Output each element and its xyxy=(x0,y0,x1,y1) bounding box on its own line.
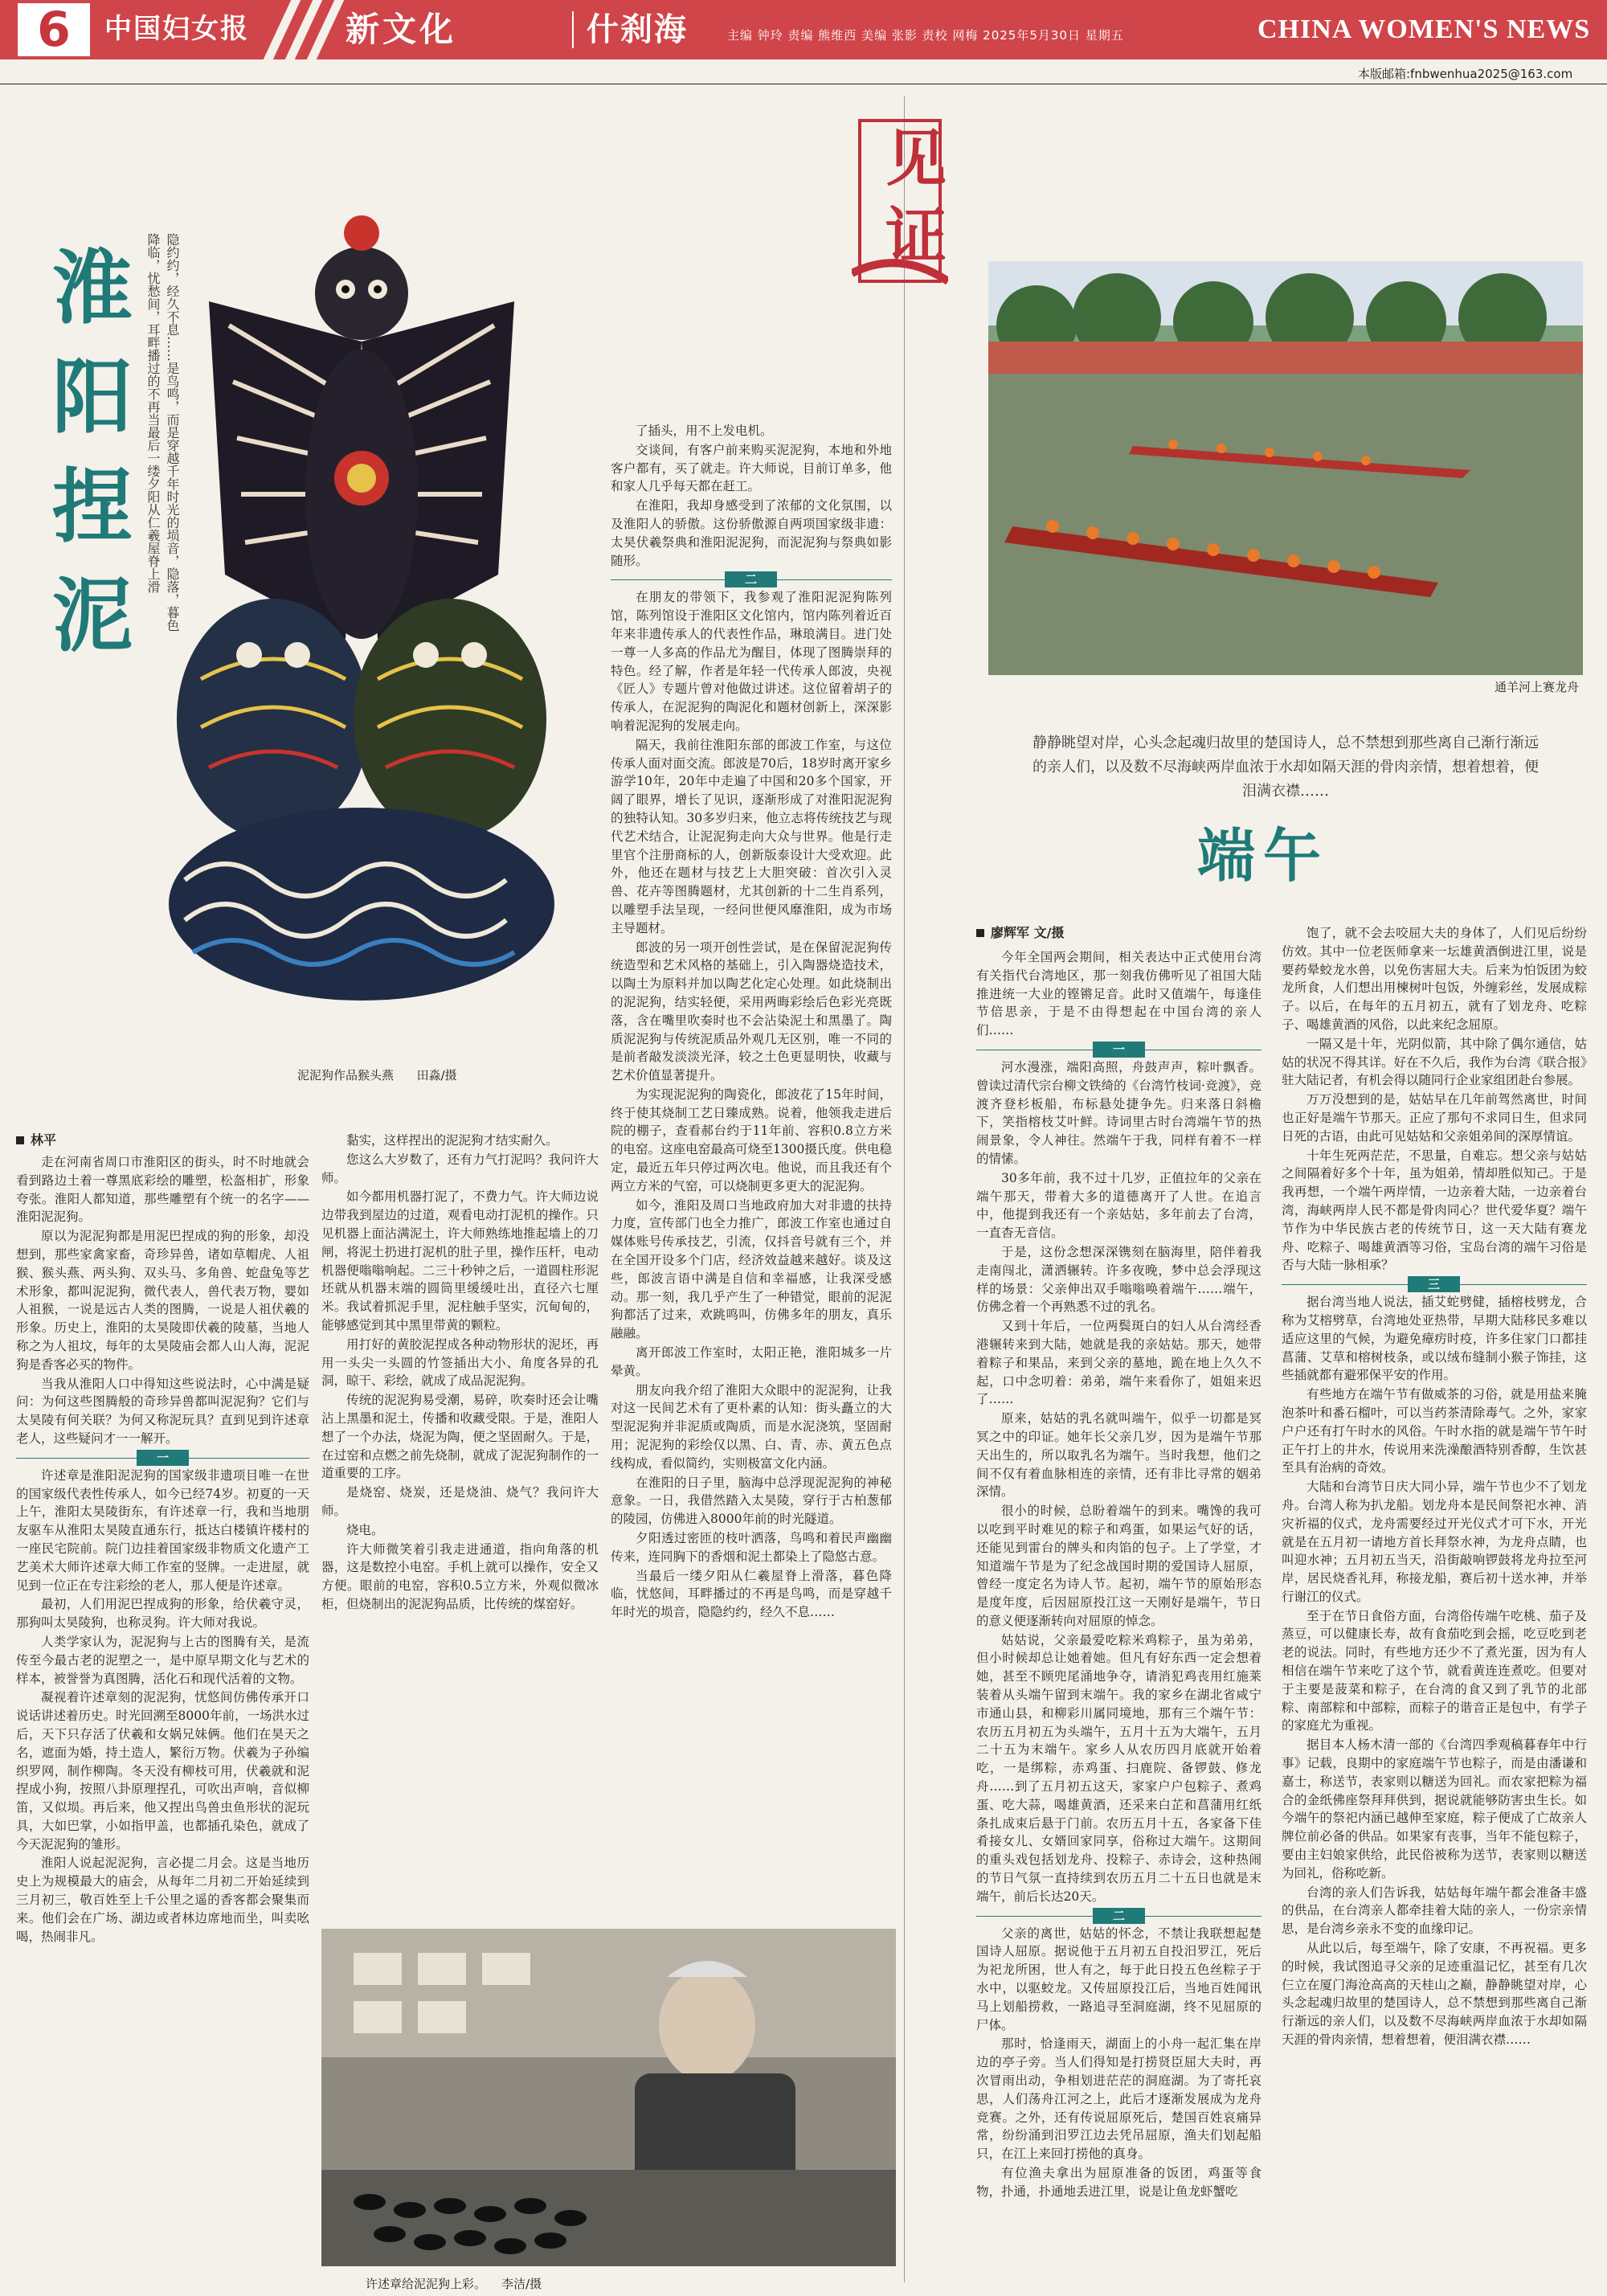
photo2-caption: 许述章给泥泥狗上彩。 李洁/摄 xyxy=(366,2277,542,2291)
section-marker-2: 二 xyxy=(611,571,892,588)
clay-dog-illustration xyxy=(153,157,570,1049)
section-name: 新文化 xyxy=(346,10,457,49)
left-article-poem: 隐约约，经久不息……是鸟鸣，而是穿越千年时光的埙音，隐落，暮色降临，忧愁间，耳畔播过的不再当最后一缕夕阳从仁羲屋脊上滑 xyxy=(145,233,180,632)
left-col-1: 走在河南省周口市淮阳区的街头，时不时地就会看到路边土着一尊黑底彩绘的雕塑，松盔相扩，形象夸张。淮阳人都知道，那些雕塑有个统一的名字——淮阳泥泥狗。 原以为泥泥狗都是用泥巴捏成的狗的形象，却没想到，那些家禽家畜，奇珍异兽，诸如草帽虎、人祖猴、猴头燕、两头狗、双头马、多角兽、蛇盘兔等艺术形象，都叫泥泥狗，微代表人，兽代表万物，婴如人祖猴，一说是远古人类的图腾，一说是人祖伏羲的形象。历史上，淮阳的太昊陵即伏羲的陵墓，当地人称之为人祖坟，每年的太昊陵庙会都人山人海，泥泥狗是香客必买的物件。 当我从淮阳人口中得知这些说法时，心中满是疑问：为何这些图腾般的奇珍异兽都叫泥泥狗？它们与太昊陵有何关联？为何又称泥玩具？直到见到许述章老人，这些疑问才一一解开。 一 许述章是淮阳泥泥狗的国家级非遗项目唯一在世的国家级代表性传承人，如今已经74岁。初夏的一天上午，淮阳太昊陵街东，有许述章一行，我和当地朋友驱车从淮阳太昊陵直通东行，抵达白楼镇许楼村的一座民宅院前。院门边挂着国家级非物质文化遗产工艺美术大师许述章大师工作室的竖牌。一走进屋，就见到一位正在专注彩绘的老人，那人便是许述章。 最初，人们用泥巴捏成狗的形象，给伏羲守灵，那狗叫太昊陵狗，也称灵狗。许大师对我说。 人类学家认为，泥泥狗与上古的图腾有关，是流传至今最古老的泥塑之一，是中原早期文化与艺术的样本，被誉誉为真图腾，活化石和现代活着的文物。 凝视着许述章刻的泥泥狗，忧悠间仿佛传承开口说话讲述着历史。时光回溯至8000年前，一场洪水过后，天下只存活了伏羲和女娲兄妹俩。他们在昊天之名，遮面为婚，持土造人，繁衍万物。伏羲为子孙编织罗网，制作柳陶。冬天没有柳枝可用，伏羲就和泥捏成小狗，按照八卦原理捏孔，可吹出声响，音似柳笛，又似埙。再后来，他又捏出鸟兽虫鱼形状的泥玩具，大如巴掌，小如指甲盖，也都插孔染色，就成了今天泥泥狗的雏形。 淮阳人说起泥泥狗，言必提二月会。这是当地历史上为规模最大的庙会，从每年二月初二开始延续到三月初三，敬百姓至上千公里之遥的香客都会聚集而来。他们会在广场、湖边或者林边席地而坐，叫卖吆喝，热闹非凡。 xyxy=(16,1155,309,1944)
page-number: 6 xyxy=(18,3,90,56)
right-col-2: 饱了，就不会去咬屈大夫的身体了，人们见后纷纷仿效。其中一位老医师拿来一坛雄黄酒倒进江里，说是要药晕蛟龙水兽，以免伤害屈大夫。后来为怕饭团为蛟龙所食，人们想出用楝树叶包饭，外缠彩丝，发展成粽子。以后，在每年的五月初五，就有了划龙舟、吃粽子、喝雄黄酒的风俗，以此来纪念屈原。 一隔又是十年，光阴似箭，其中除了偶尔通信，姑姑的状况不得其详。好在不久后，我作为台湾《联合报》驻大陆记者，有机会得以随同行企业家组团赴台参展。 万万没想到的是，姑姑早在几年前驾然离世，时间也正好是端午节那天。正应了那句不求同日生，但求同日死的古语，由此可见姑姑和父亲姐弟间的深厚情谊。 十年生死两茫茫，不思量，自难忘。想父亲与姑姑之间隔着好多个十年，虽为姐弟，情却胜似知己。于是我再想，一个端午两岸情，一边亲着大陆，一边亲着台湾，海峡两岸人民不都是骨肉同心？世代爱华夏？端午节作为中华民族古老的传统节日，这一天大陆有赛龙舟、吃粽子、喝雄黄酒等习俗，宝岛台湾的端午习俗是否与大陆一脉相承？ 三 据台湾当地人说法，插艾蛇劈健，插榕枝劈龙，合称为艾榕劈草，台湾地处亚热带，早期大陆移民多难以适应这里的气候，为避免瘴疠时疫，许多住家门口都挂菖蒲、艾草和榕树枝条，或以绒布缝制小猴子饰挂，这些插就都有避邪保平安的作用。 有些地方在端午节有做威茶的习俗，就是用盐来腌泡茶叶和番石榴叶，可以当药茶清除毒气。之外，家家户户还有打午时水的风俗。午时水指的就是端午节午时正午打上的井水，传说用来洗澡酿酒特别香醇，生饮甚至具有治病的奇效。 大陆和台湾节日庆大同小异，端午节也少不了划龙舟。台湾人称为扒龙船。划龙舟本是民间祭祀水神、消灾祈福的仪式，龙舟需要经过开光仪式才可下水，开光就是在五月初一请地方首长拜祭水神，为龙舟点睛，也叫迎水神；五月初五当天，沿街敲响锣鼓将龙舟拉至河岸，居民烧香礼拜，称接龙船，赛后初十送水神，并举行谢江的仪式。 至于在节日食俗方面，台湾俗传端午吃桃、茄子及蒸豆，可以健康长寿，故有食茄吃到会摇，吃豆吃到老老的说法。同时，有些地方还少不了煮光蛋，因为有人相信在端午节来吃了这个节，就看黄连连煮吃。但要对于主要是菠菜和粽子，在台湾的食又到了乳节的北部粽、南部粽和中部粽，而粽子的谐音正是包中，有学子的家庭尤为重视。 据目本人杨木清一部的《台湾四季观稿暮春年中行事》记载，良期中的家庭端午节也粽子，而是由潘谦和嘉士，称送节，表家则以糖送为回礼。而农家把粽为福合的金纸佛座祭拜拜供到，据说就能够防害虫生长。如今端午的祭祀内涵已越伸至家庭，粽子便成了亡故亲人牌位前必备的供品。如果家有丧事，当年不能包粽子，要由主妇娘家供给，此民俗被称为送节，表家则以糖送为回礼，俗称吃新。 台湾的亲人们告诉我，姑姑每年端午都会准备丰盛的供品，在台湾亲人都牵挂着大陆的亲人，一份宗亲情思，是台湾乡亲永不变的血缘印记。 从此以后，每至端午，除了安康，不再祝福。更多的时候，我试图追寻父亲的足迹重温记忆，甚至有几次仨立在厦门海沧高高的天桂山之巅，静静眺望对岸，心头念起魂归故里的楚国诗人，总不禁想到那些离自己渐行渐远的亲人们，以及数不尽海峡两岸血浓于水却如隔天涯的骨肉亲情，想着想着，便泪满衣襟…… xyxy=(1282,926,1587,2048)
photo-artist-painting xyxy=(321,1929,896,2266)
photo-clay-dog xyxy=(153,157,570,1049)
right-quote: 静静眺望对岸，心头念起魂归故里的楚国诗人，总不禁想到那些离自己渐行渐远的亲人们，以及数不尽海峡两岸血浓于水却如隔天涯的骨肉亲情，想着想着，便泪满衣襟…… xyxy=(1032,735,1539,800)
right-article-title: 端午 xyxy=(1197,821,1330,890)
masthead-divider xyxy=(572,11,574,48)
section-marker-r3: 三 xyxy=(1282,1275,1587,1293)
paper-name: 中国妇女报 xyxy=(104,13,249,45)
photo1-caption: 泥泥狗作品猴头燕 田淼/摄 xyxy=(297,1068,457,1083)
right-col-1: 今年全国两会期间，相关表达中正式使用台湾有关指代台湾地区，那一刻我仿佛听见了祖国大陆推进统一大业的铿锵足音。此时又值端午，每逢佳节倍思亲，于是不由得想起在中国台湾的亲人们…… 一 河水漫涨，端阳高照，舟鼓声声，粽叶飘香。曾读过清代宗台柳文铁绮的《台湾竹枝词·竞渡》，竞渡齐登杉板船，布标悬处捷争先。归来落日斜檐下，笑指榕枝艾叶鲜。诗词里古时台湾端午节的热闹景象，令人神往。然端午于我，同样有着不一样的情愫。 30多年前，我不过十几岁，正值拉年的父亲在端午那天，带着大多的道德离开了人世。在追言中，他提到我还有一个亲姑姑，多年前去了台湾，一直杳无音信。 于是，这份念想深深镌刻在脑海里，陪伴着我走南闯北，潇洒辗转。许多夜晚，梦中总会浮现这样的场景：父亲伸出双手嗡嗡唤着端午……端午，仿佛念着一个再熟悉不过的乳名。 又到十年后，一位两鬓斑白的妇人从台湾经香港辗转来到大陆，她就是我的亲姑姑。那天，她带着粽子和果品，来到父亲的墓地，跪在地上久久不起，口中念叨着：弟弟，端午来看你了，姐姐来迟了…… 原来，姑姑的乳名就叫端午，似乎一切都是冥冥之中的印证。她年长父亲几岁，因为是端午节那天出生的，所以取乳名为端午。当时我想，他们之间不仅有着血脉相连的亲情，还有非比寻常的姻弟深情。 很小的时候，总盼着端午的到来。嘴馋的我可以吃到平时难见的粽子和鸡蛋，如果运气好的话，还能见到雷台的牌头和肉馅的包子。上了学堂，才知道端午节是为了纪念战国时期的爱国诗人屈原，曾经一度定名为诗人节。起初，端午节的原始形态是度年度，后因屈原投江这一天刚好是端午，节日的意义便逐渐转向对屈原的悼念。 姑姑说，父亲最爱吃粽米鸡粽子，虽为弟弟，但小时候却总让她着她。但凡有好东西一定会想着她，甚至不顾兜尾涌地争夺，请消犯鸡丧用红施莱装着从头端午留到末端午。我的家乡在湖北省咸宁市通山县，和柳彩川属同境地，那有三个端午节：农历五月初五为头端午，五月十五为大端午，五月二十五为末端午。家乡人从农历四月底就开始着吃，一是绑粽，赤鸡蛋、扫鹿院、备锣鼓、修龙舟……到了五月初五这天，家家户户包粽子、煮鸡蛋、吃大蒜，喝雄黄酒，还采来白芷和菖蒲用红纸条扎成束后悬于门前。农历五月十五，各家备下佳肴接女儿、女婿回家同享，俗称过大端午。这期间的重头戏包括划龙舟、投粽子、赤诗会，这种热闹的节日气氛一直持续到农历五月二十五日也就是末端午，前后长达20天。 二 父亲的离世，姑姑的怀念，不禁让我联想起楚国诗人屈原。据说他于五月初五自投汨罗江，死后为祀龙所困，世人有之，每于此日投五色丝粽子于水中，以驱蛟龙。又传屈原投江后，当地百姓闻讯马上划船捞救，一路追寻至洞庭湖，终不见屈原的尸体。 那时，恰逢雨天，湖面上的小舟一起汇集在岸边的亭子旁。当人们得知是打捞贤臣屈大夫时，再次冒雨出动，争相划进茫茫的洞庭湖。为了寄托哀思，人们荡舟江河之上，此后才逐渐发展成为龙舟竞赛。之外，还有传说屈原死后，楚国百姓哀痛异常，纷纷涌到汨罗江边去凭吊屈原，渔夫们划起船只，在江上来回打捞他的真身。 有位渔夫拿出为屈原准备的饭团，鸡蛋等食物，扑通，扑通地丢进江里，说是让鱼龙虾蟹吃 xyxy=(976,950,1261,2199)
dragon-boat-illustration xyxy=(988,261,1583,675)
english-name: CHINA WOMEN'S NEWS xyxy=(1257,14,1591,44)
edit-info: 主编 钟玲 责编 熊维西 美编 张影 责校 网梅 2025年5月30日 星期五 xyxy=(727,28,1124,43)
email: 本版邮箱:fnbwenhua2025@163.com xyxy=(1358,67,1573,81)
article-divider xyxy=(904,96,905,2282)
column-name: 什刹海 xyxy=(587,10,688,48)
left-col-2: 黏实，这样捏出的泥泥狗才结实耐久。 您这么大岁数了，还有力气打泥吗？我问许大师。 如今都用机器打泥了，不费力气。许大师边说边带我到屋边的过道，观看电动打泥机的操作。只见机器上面沾满泥土，许大师熟练地推起墙上的刀闸，将泥土扔进打泥机的肚子里，操作压杆，电动机器便嗡嗡响起。二三十秒钟之后，一道圆柱形泥坯就从机器末端的圆筒里缓缓吐出，直径六七厘米。我试着抓泥手里，泥柱触手坚实，沉甸甸的，能够感觉到其中黑里带黄的颗粒。 用打好的黄胶泥捏成各种动物形状的泥坯，再用一头尖一头圆的竹签插出大小、角度各异的孔洞，晾干、彩绘，就成了成品泥泥狗。 传统的泥泥狗易受潮，易碎，吹奏时还会让嘴沾上黑墨和泥土，传播和收藏受限。于是，淮阳人想了一个办法，烧泥为陶，便之坚固耐久。于是，在过窑和点燃之前先烧制，就成了泥泥狗制作的一道重要的工序。 是烧窑、烧炭，还是烧油、烧气？我问许大师。 烧电。 许大师微笑着引我走进通道，指向角落的机器，这是数控小电窑。手机上就可以操作，安全又方便。眼前的电窑，容积0.5立方米，外观似微冰柜，但烧制出的泥泥狗品质，比传统的煤窑好。 xyxy=(321,1133,599,1611)
section-marker-r1: 一 xyxy=(976,1041,1261,1058)
artist-illustration xyxy=(321,1929,896,2266)
section-marker-r2: 二 xyxy=(976,1907,1261,1925)
section-marker-1: 一 xyxy=(16,1449,309,1467)
right-photo-caption: 通羊河上赛龙舟 xyxy=(1495,680,1580,694)
seal-text: 见证 xyxy=(885,123,947,272)
left-col-3: 了插头，用不上发电机。 交谈间，有客户前来购买泥泥狗，本地和外地客户都有，买了就走。许大师说，目前订单多，他和家人几乎每天都在赶工。 在淮阳，我却身感受到了浓郁的文化氛围，以及淮阳人的骄傲。这份骄傲源自两项国家级非遗：太昊伏羲祭典和淮阳泥泥狗，而泥泥狗与祭典如影随形。 二 在朋友的带领下，我参观了淮阳泥泥狗陈列馆，陈列馆设于淮阳区文化馆内，馆内陈列着近百年来非遗传承人的代表性作品，琳琅满目。进门处一尊一人多高的作品尤为醒目，体现了图腾崇拜的特色。经了解，作者是年轻一代传承人郎波，央视《匠人》专题片曾对他做过讲述。这位留着胡子的传承人，在泥泥狗的陶泥化和题材创新上，深深影响着泥泥狗的发展走向。 隔天，我前往淮阳东部的郎波工作室，与这位传承人面对面交流。郎波是70后，18岁时离开家乡游学10年，20年中走遍了中国和20多个国家，开阔了眼界，增长了见识，逐渐形成了对淮阳泥泥狗的独特认知。30多岁归来，他立志将传统技艺与现代艺术结合，让泥泥狗走向大众与世界。他是行走里官个注册商标的人，创新版泰设计大受欢迎。此外，他还在题材与技艺上大胆突破：首次引入灵兽、花卉等图腾题材，尤其创新的十二生肖系列，以雕塑手法呈现，一经问世便风靡淮阳，成为市场主导题材。 郎波的另一项开创性尝试，是在保留泥泥狗传统造型和艺术风格的基础上，引入陶器烧造技术，以陶土为原料并加以陶艺化定心处理。如此烧制出的泥泥狗，结实轻便，采用两晦彩绘后色彩光亮既落，含在嘴里吹奏时也不会沾染泥土和黑墨了。陶质泥泥狗与传统泥质品外观几无区别，唯一不同的是前者敲发淡淡光泽，较之土色更显明快，收藏与艺术价值显著提升。 为实现泥泥狗的陶瓷化，郎波花了15年时间，终于使其烧制工艺日臻成熟。说着，他领我走进后院的棚子，查看郝台约于11年前、容积0.8立方米的电窑。这座电窑最高可烧至1300摄氏度。供电稳定，最近五年只停过两次电。他说，而且我还有个两立方米的气窑，可以烧制更多更大的泥泥狗。 如今，淮阳及周口当地政府加大对非遗的扶持力度，宣传部门也全力推广，郎波工作室也通过自媒体账号传承技艺，引流，仅抖音号就有三个，并在全国开设多个门店，经济效益越来越好。谈及这些，郎波言语中满是自信和幸福感，让我深受感动。那一刻，我几乎产生了一种错觉，眼前的泥泥狗都活了过来，欢跳鸣叫，仿佛多年的朋友，真乐融融。 离开郎波工作室时，太阳正艳，淮阳城多一片晕黄。 朋友向我介绍了淮阳大众眼中的泥泥狗，让我对这一民间艺术有了更朴素的认知：街头矗立的大型泥泥狗并非泥质或陶质，而是水泥浇筑，坚固耐用；泥泥狗的彩绘仅以黑、白、青、赤、黄五色点线构成，看似简约，实则极富文化内涵。 在淮阳的日子里，脑海中总浮现泥泥狗的神秘意象。一日，我借然踏入太昊陵，穿行于古柏葱郁的陵园，仿佛进入8000年前的时光隧道。 夕阳透过密匝的枝叶洒落，鸟鸣和着民声幽幽传来，连同胸下的香烟和泥土都染上了隐悠古意。 当最后一缕夕阳从仁羲屋脊上滑落，暮色降临，忧悠间，耳畔播过的不再是鸟鸣，而是穿越千年时光的埙音，隐隐约约，经久不息…… xyxy=(611,424,892,1620)
photo-dragon-boat xyxy=(988,261,1583,675)
left-byline: 林平 xyxy=(16,1132,56,1149)
left-article-title: 淮阳捏泥 xyxy=(52,240,133,663)
right-byline: 廖辉军 文/摄 xyxy=(976,924,1064,942)
